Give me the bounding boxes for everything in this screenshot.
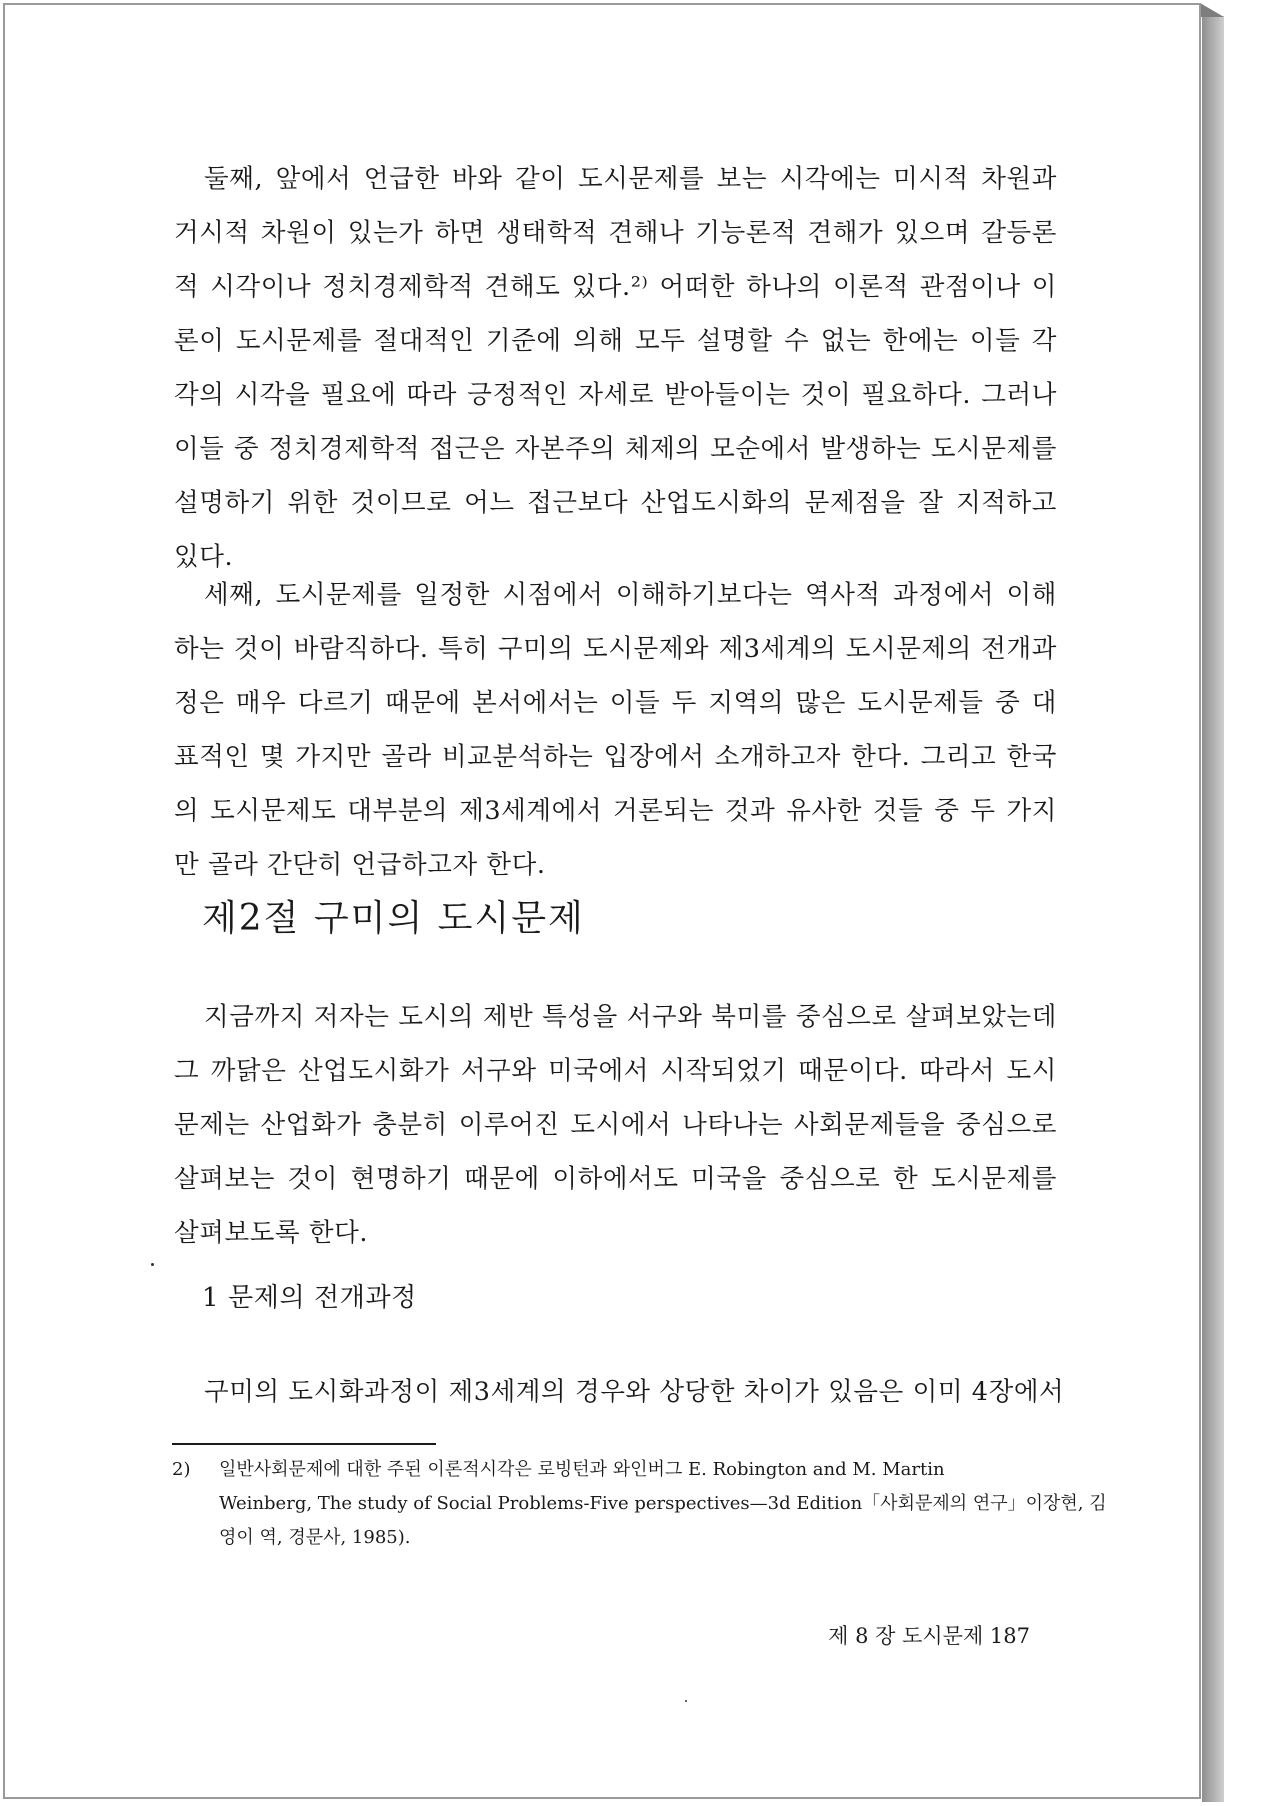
text-line: 만 골라 간단히 언급하고자 한다. — [174, 850, 546, 880]
text-line: 의 도시문제도 대부분의 제3세계에서 거론되는 것과 유사한 것들 중 두 가지 — [174, 796, 1057, 826]
page-curl — [1200, 3, 1224, 17]
footnote-line: 일반사회문제에 대한 주된 이론적시각은 로빙턴과 와인버그 E. Robington and M. Martin — [219, 1459, 945, 1480]
text-line: 구미의 도시화과정이 제3세계의 경우와 상당한 차이가 있음은 이미 4장에서 — [204, 1377, 1065, 1407]
text-line: 정은 매우 다르기 때문에 본서에서는 이들 두 지역의 많은 도시문제들 중 대 — [174, 688, 1057, 718]
paragraph-second-point — [174, 152, 1057, 584]
subsection-title: 1 문제의 전개과정 — [202, 1283, 417, 1313]
text-line: 거시적 차원이 있는가 하면 생태학적 견해나 기능론적 견해가 있으며 갈등론 — [174, 218, 1057, 248]
text-line: 세째, 도시문제를 일정한 시점에서 이해하기보다는 역사적 과정에서 이해 — [204, 580, 1057, 610]
text-line: 살펴보도록 한다. — [174, 1218, 369, 1248]
text-line: 둘째, 앞에서 언급한 바와 같이 도시문제를 보는 시각에는 미시적 차원과 — [204, 164, 1057, 194]
print-speck — [151, 1263, 154, 1266]
footnote-line: 영이 역, 경문사, 1985). — [219, 1527, 411, 1548]
text-line: 지금까지 저자는 도시의 제반 특성을 서구와 북미를 중심으로 살펴보았는데 — [204, 1002, 1057, 1032]
footnote — [172, 1453, 1107, 1555]
text-line: 살펴보는 것이 현명하기 때문에 이하에서도 미국을 중심으로 한 도시문제를 — [174, 1164, 1057, 1194]
footnote-line: Weinberg, The study of Social Problems-Five perspectives—3d Edition「사회문제의 연구」이장현, 김 — [219, 1493, 1107, 1514]
text-line: 설명하기 위한 것이므로 어느 접근보다 산업도시화의 문제점을 잘 지적하고 — [174, 488, 1057, 518]
text-line: 론이 도시문제를 절대적인 기준에 의해 모두 설명할 수 없는 한에는 이들 각 — [174, 326, 1057, 356]
paragraph-third-point — [174, 568, 1057, 892]
paragraph-subsection-start — [174, 1365, 1065, 1419]
text-line: 적 시각이나 정치경제학적 견해도 있다.²⁾ 어떠한 하나의 이론적 관점이나 이 — [174, 272, 1057, 302]
text-line: 있다. — [174, 542, 234, 572]
text-line: 문제는 산업화가 충분히 이루어진 도시에서 나타나는 사회문제들을 중심으로 — [174, 1110, 1057, 1140]
text-line: 표적인 몇 가지만 골라 비교분석하는 입장에서 소개하고자 한다. 그리고 한국 — [174, 742, 1057, 772]
paragraph-section-intro — [174, 990, 1057, 1260]
footnote-number: 2) — [172, 1459, 191, 1480]
running-footer: 제 8 장 도시문제 187 — [828, 1624, 1030, 1648]
text-line: 각의 시각을 필요에 따라 긍정적인 자세로 받아들이는 것이 필요하다. 그러나 — [174, 380, 1057, 410]
text-line: 하는 것이 바람직하다. 특히 구미의 도시문제와 제3세계의 도시문제의 전개과 — [174, 634, 1057, 664]
section-title: 제2절 구미의 도시문제 — [202, 898, 585, 939]
print-speck — [685, 1700, 687, 1702]
text-line: 그 까닭은 산업도시화가 서구와 미국에서 시작되었기 때문이다. 따라서 도시 — [174, 1056, 1057, 1086]
text-line: 이들 중 정치경제학적 접근은 자본주의 체제의 모순에서 발생하는 도시문제를 — [174, 434, 1057, 464]
page-edge-shadow — [1202, 16, 1224, 1802]
footnote-rule — [172, 1443, 436, 1445]
